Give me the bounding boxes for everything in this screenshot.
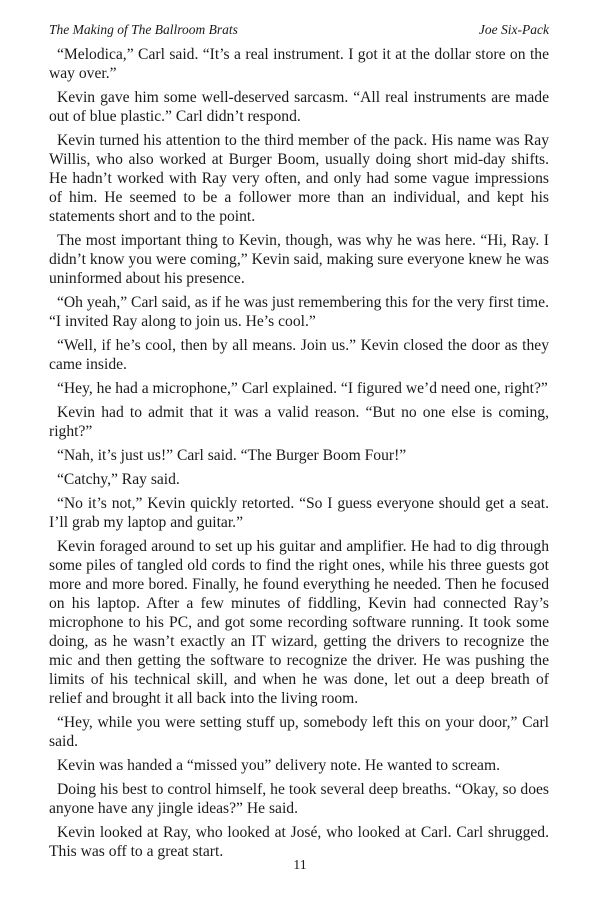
paragraph: “Oh yeah,” Carl said, as if he was just remembering this for the very first time. “I invited Ray along to join us. He’s cool.” bbox=[49, 294, 549, 330]
running-header bbox=[49, 22, 549, 38]
paragraph: “Melodica,” Carl said. “It’s a real instrument. I got it at the dollar store on the way over.” bbox=[49, 46, 549, 82]
author-name: Joe Six-Pack bbox=[478, 22, 549, 37]
body-text bbox=[49, 45, 549, 866]
paragraph: Kevin was handed a “missed you” delivery note. He wanted to scream. bbox=[57, 757, 500, 774]
paragraph: Kevin gave him some well-deserved sarcasm. “All real instruments are made out of blue plastic.” Carl didn’t respond. bbox=[49, 89, 549, 125]
paragraph: Kevin looked at Ray, who looked at José, who looked at Carl. Carl shrugged. This was off to a great start. bbox=[49, 824, 549, 860]
paragraph: “Well, if he’s cool, then by all means. Join us.” Kevin closed the door as they came inside. bbox=[49, 337, 549, 373]
paragraph: Kevin had to admit that it was a valid reason. “But no one else is coming, right?” bbox=[49, 404, 549, 440]
paragraph: “Nah, it’s just us!” Carl said. “The Burger Boom Four!” bbox=[57, 447, 407, 464]
paragraph: “Catchy,” Ray said. bbox=[57, 471, 180, 488]
paragraph: Kevin foraged around to set up his guitar and amplifier. He had to dig through some piles of tangled old cords to find the right ones, while his three guests got more and more bored. Finally, he found everything he needed. Then he focused on his laptop. After a few minutes of fiddling, Kevin had connected Ray’s microphone to his PC, and got some recording software running. It took some doing, as he wasn’t exactly an IT wizard, getting the drivers to recognize the mic and then getting the software to recognize the driver. He was pushing the limits of his technical skill, and when he was done, let out a deep breath of relief and brought it all back into the living room. bbox=[49, 538, 549, 707]
paragraph: Doing his best to control himself, he took several deep breaths. “Okay, so does anyone have any jingle ideas?” He said. bbox=[49, 781, 549, 817]
paragraph: The most important thing to Kevin, though, was why he was here. “Hi, Ray. I didn’t know you were coming,” Kevin said, making sure everyone knew he was uninformed about his presence. bbox=[49, 232, 549, 287]
page-number: 11 bbox=[293, 858, 307, 873]
paragraph: “Hey, he had a microphone,” Carl explained. “I figured we’d need one, right?” bbox=[57, 380, 548, 397]
paragraph: “Hey, while you were setting stuff up, somebody left this on your door,” Carl said. bbox=[49, 714, 549, 750]
book-title: The Making of The Ballroom Brats bbox=[49, 22, 238, 37]
paragraph: “No it’s not,” Kevin quickly retorted. “So I guess everyone should get a seat. I’ll grab my laptop and guitar.” bbox=[49, 495, 549, 531]
paragraph: Kevin turned his attention to the third member of the pack. His name was Ray Willis, who also worked at Burger Boom, usually doing short mid-day shifts. He hadn’t worked with Ray very often, and only had some vague impressions of him. He seemed to be a follower more than an individual, and kept his statements short and to the point. bbox=[49, 132, 549, 225]
